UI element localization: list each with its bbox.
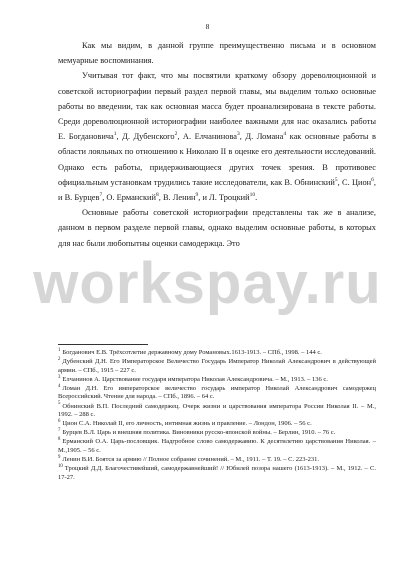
paragraph: [58, 205, 376, 251]
paragraph: [58, 38, 376, 68]
paragraph-text: .: [255, 193, 258, 203]
footnote-number: 1: [58, 347, 61, 353]
paragraph-text: , Д. Дубенского: [116, 132, 175, 142]
footnote-number: 2: [58, 356, 61, 362]
footnote: [58, 385, 376, 402]
footnote-number: 9: [58, 454, 61, 460]
footnote-number: 10: [58, 464, 63, 470]
paragraph-text: Как мы видим, в данной группе преимущественно письма и в основном мемуарные воспоминания.: [58, 41, 376, 66]
paragraph-text: , О. Ерманский: [102, 193, 157, 203]
footnote-text: Ленин В.И. Боятся за армию // Полное собрание сочинений. – М., 1911. – Т. 19. – С. 223-231.: [62, 456, 320, 464]
page-number: 8: [205, 22, 210, 31]
footnote-ref: 4: [283, 131, 287, 138]
footnote-text: Троцкий Д.Д. Благочестивейший, самодержавнейший! // Юбилей позора нашего (1613-1913). – М., 1912. – С. 17-27.: [58, 465, 376, 481]
paragraph-text: Основные работы советской историографии представлены так же в анализе, данном в первом разделе первой главы, однако выделим основные работы, в которых для нас были любопытны оценки самодержца. Это: [58, 208, 376, 248]
footnote-ref: 2: [174, 131, 178, 138]
paragraph-text: , Д. Ломана: [239, 132, 284, 142]
footnote-text: Богданович Е.В. Трёхсотлетие державному дому Романовых.1613-1913. – СПб., 1998. – 144 с.: [62, 349, 322, 356]
paragraph-text: как основные работы в области лояльных по отношению к Николаю II в оценке его деятельности исследований. Однако есть работы, придерживающиеся других точек зрения. В противовес официальным установкам трудились такие исследователи, как В. Обнинский: [58, 132, 376, 187]
paragraph: [58, 68, 376, 205]
footnote-ref: 9: [195, 192, 199, 199]
footnote-separator: [58, 344, 148, 345]
footnote-ref: 1: [113, 131, 117, 138]
footnote-number: 3: [58, 374, 61, 380]
paragraph-text: Учитывая тот факт, что мы посвятили краткому обзору дореволюционной и советской историографии первый раздел первой главы, мы выделим только основные работы во введении, так как основная масса будет проанализирована в тексте работы. Среди дореволюционной историографии наиболее важными для нас оказались работы Е. Богдановича: [58, 71, 376, 142]
footnote-number: 4: [58, 383, 61, 389]
paragraph-text: , В. Ленин: [158, 193, 196, 203]
footnote-ref: 7: [99, 192, 103, 199]
footnote-text: Бурцев В.Л. Царь и внешняя политика. Виновники русско-японской войны. – Берлин, 1910. – 76 с.: [62, 429, 336, 437]
watermark: workspay.ru: [33, 251, 382, 316]
footnote: [58, 429, 376, 438]
footnote: [58, 403, 376, 420]
footnote-number: 7: [58, 428, 61, 434]
footnote-ref: 3: [237, 131, 240, 138]
paragraph-text: , С. Цион: [337, 177, 372, 187]
footnote: [58, 438, 376, 455]
footnote: [58, 420, 376, 429]
footnote-text: Дубенский Д.Н. Его Императорское Величество Государь Император Николай Александрович в действующей армии. – СПб., 1915 – 227 с.: [58, 358, 376, 374]
footnote-number: 6: [58, 419, 61, 425]
paragraph-text: , и В. Бурцев: [58, 177, 376, 203]
footnote-text: Цион С.А. Николай II, его личность, интимная жизнь и правление. – Лондон, 1906. – 56 с.: [62, 420, 312, 428]
footnote-ref: 5: [334, 177, 338, 184]
footnote-text: Ерманский О.А. Царь-пословщик. Надгробное слово самодержавию. К десятилетию царствования Николая. – М.,1905. – 56 с.: [58, 438, 376, 455]
footnotes: [58, 349, 376, 483]
paragraph-text: , и Л. Троцкий: [198, 193, 250, 203]
footnote-number: 5: [58, 401, 61, 407]
footnote-ref: 6: [371, 177, 374, 184]
footnote-text: Елчанинов А. Царствование государя императора Николая Александровича. – М., 1913. – 136 с.: [62, 375, 328, 383]
footnote-ref: 8: [156, 192, 159, 199]
footnote-text: Ломан Д.Н. Его императорское величество государь император Николай Александрович самодержец Всероссийский. Чтение для народа. – СПб., 1896. – 64 с.: [58, 384, 376, 401]
footnote: [58, 465, 376, 482]
footnote: [58, 376, 376, 385]
footnote-ref: 10: [249, 192, 256, 199]
body-text: [58, 38, 376, 251]
footnote: [58, 456, 376, 465]
footnote: [58, 358, 376, 375]
paragraph-text: , А. Елчанинова: [177, 132, 238, 142]
footnote-number: 8: [58, 437, 61, 443]
footnote: [58, 349, 376, 358]
footnote-text: Обнинский В.П. Последний самодержец. Очерк жизни и царствования императора России Николая II. – М., 1992. – 288 с.: [58, 402, 376, 419]
